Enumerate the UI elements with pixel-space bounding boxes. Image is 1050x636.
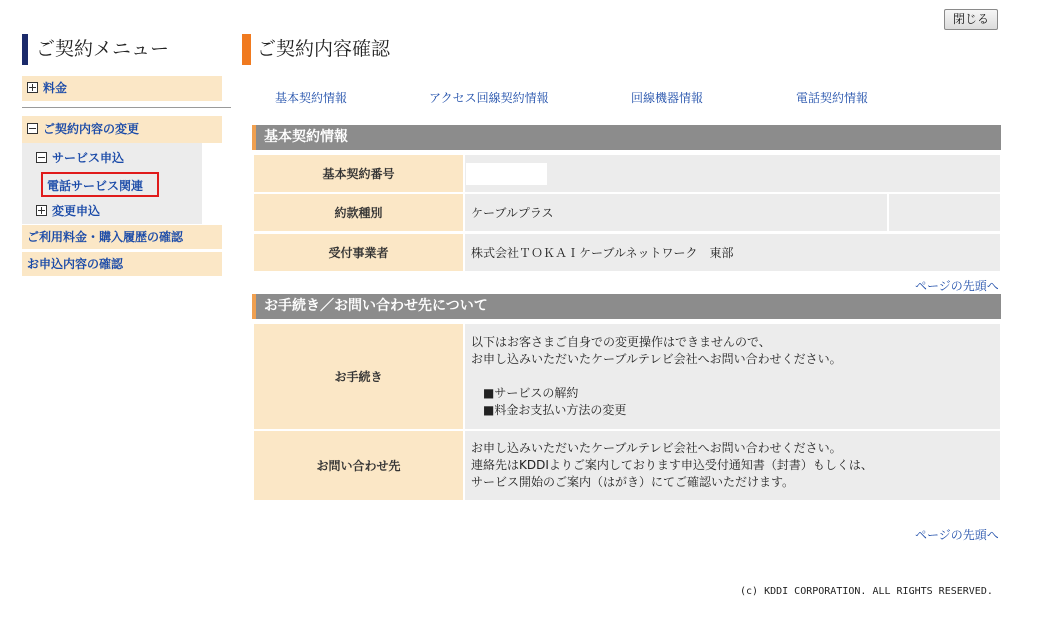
sidebar-item-label: 変更申込 [52,204,101,218]
tab-phone-contract[interactable]: 電話契約情報 [796,91,869,105]
row-label: 約款種別 [254,194,463,231]
contract-number-field [466,163,547,185]
row-label: 受付事業者 [254,234,463,271]
text-line: サービス開始のご案内（はがき）にてご確認いただけます。 [471,475,795,489]
sidebar-item-label: ご契約内容の変更 [43,122,140,136]
bullet-line: ■料金お支払い方法の変更 [471,403,627,417]
sidebar-item-change-apply[interactable] [36,202,100,219]
row-label: お手続き [254,324,463,429]
sidebar-item-label: サービス申込 [52,151,125,165]
sidebar-item-fee[interactable] [22,76,222,101]
sidebar-item-usage-history[interactable]: ご利用料金・購入履歴の確認 [22,225,222,249]
row-value-extra [889,194,1000,231]
back-to-top-link[interactable]: ページの先頭へ [915,279,999,293]
tab-basic-contract[interactable]: 基本契約情報 [275,91,348,105]
sidebar-item-application-status[interactable]: お申込内容の確認 [22,252,222,276]
blank-line [471,368,842,385]
procedure-text [471,334,842,419]
sidebar-divider [22,107,231,108]
text-line: お申し込みいただいたケーブルテレビ会社へお問い合わせください。 [471,441,842,455]
expand-plus-icon [36,205,47,216]
section-heading-procedure: お手続き／お問い合わせ先について [252,294,1001,319]
collapse-minus-icon [27,123,38,134]
expand-plus-icon [27,82,38,93]
sidebar-item-phone-service[interactable]: 電話サービス関連 [47,179,144,193]
row-value: ケーブルプラス [465,194,887,231]
tab-access-line[interactable]: アクセス回線契約情報 [429,91,549,105]
row-label: お問い合わせ先 [254,431,463,500]
sidebar-title: ご契約メニュー [22,34,222,65]
close-button[interactable]: 閉じる [944,9,998,30]
row-label: 基本契約番号 [254,155,463,192]
row-value: 株式会社ＴＯＫＡＩケーブルネットワーク 東部 [465,234,1000,271]
tab-line-equipment[interactable]: 回線機器情報 [631,91,704,105]
sidebar-item-label: 料金 [43,81,68,95]
collapse-minus-icon [36,152,47,163]
sidebar-item-service-apply[interactable] [36,149,124,166]
text-line: 連絡先はKDDIよりご案内しております申込受付通知書（封書）もしくは、 [471,458,873,472]
section-heading-basic: 基本契約情報 [252,125,1001,150]
sidebar-item-contract-change[interactable] [22,116,222,143]
page-title: ご契約内容確認 [242,34,542,65]
contact-text [471,440,873,491]
bullet-line: ■サービスの解約 [471,386,579,400]
copyright-text: (c) KDDI CORPORATION. ALL RIGHTS RESERVED. [740,586,993,597]
text-line: お申し込みいただいたケーブルテレビ会社へお問い合わせください。 [471,352,842,366]
text-line: 以下はお客さまご自身での変更操作はできませんので、 [471,335,771,349]
back-to-top-link-bottom[interactable]: ページの先頭へ [915,528,999,542]
